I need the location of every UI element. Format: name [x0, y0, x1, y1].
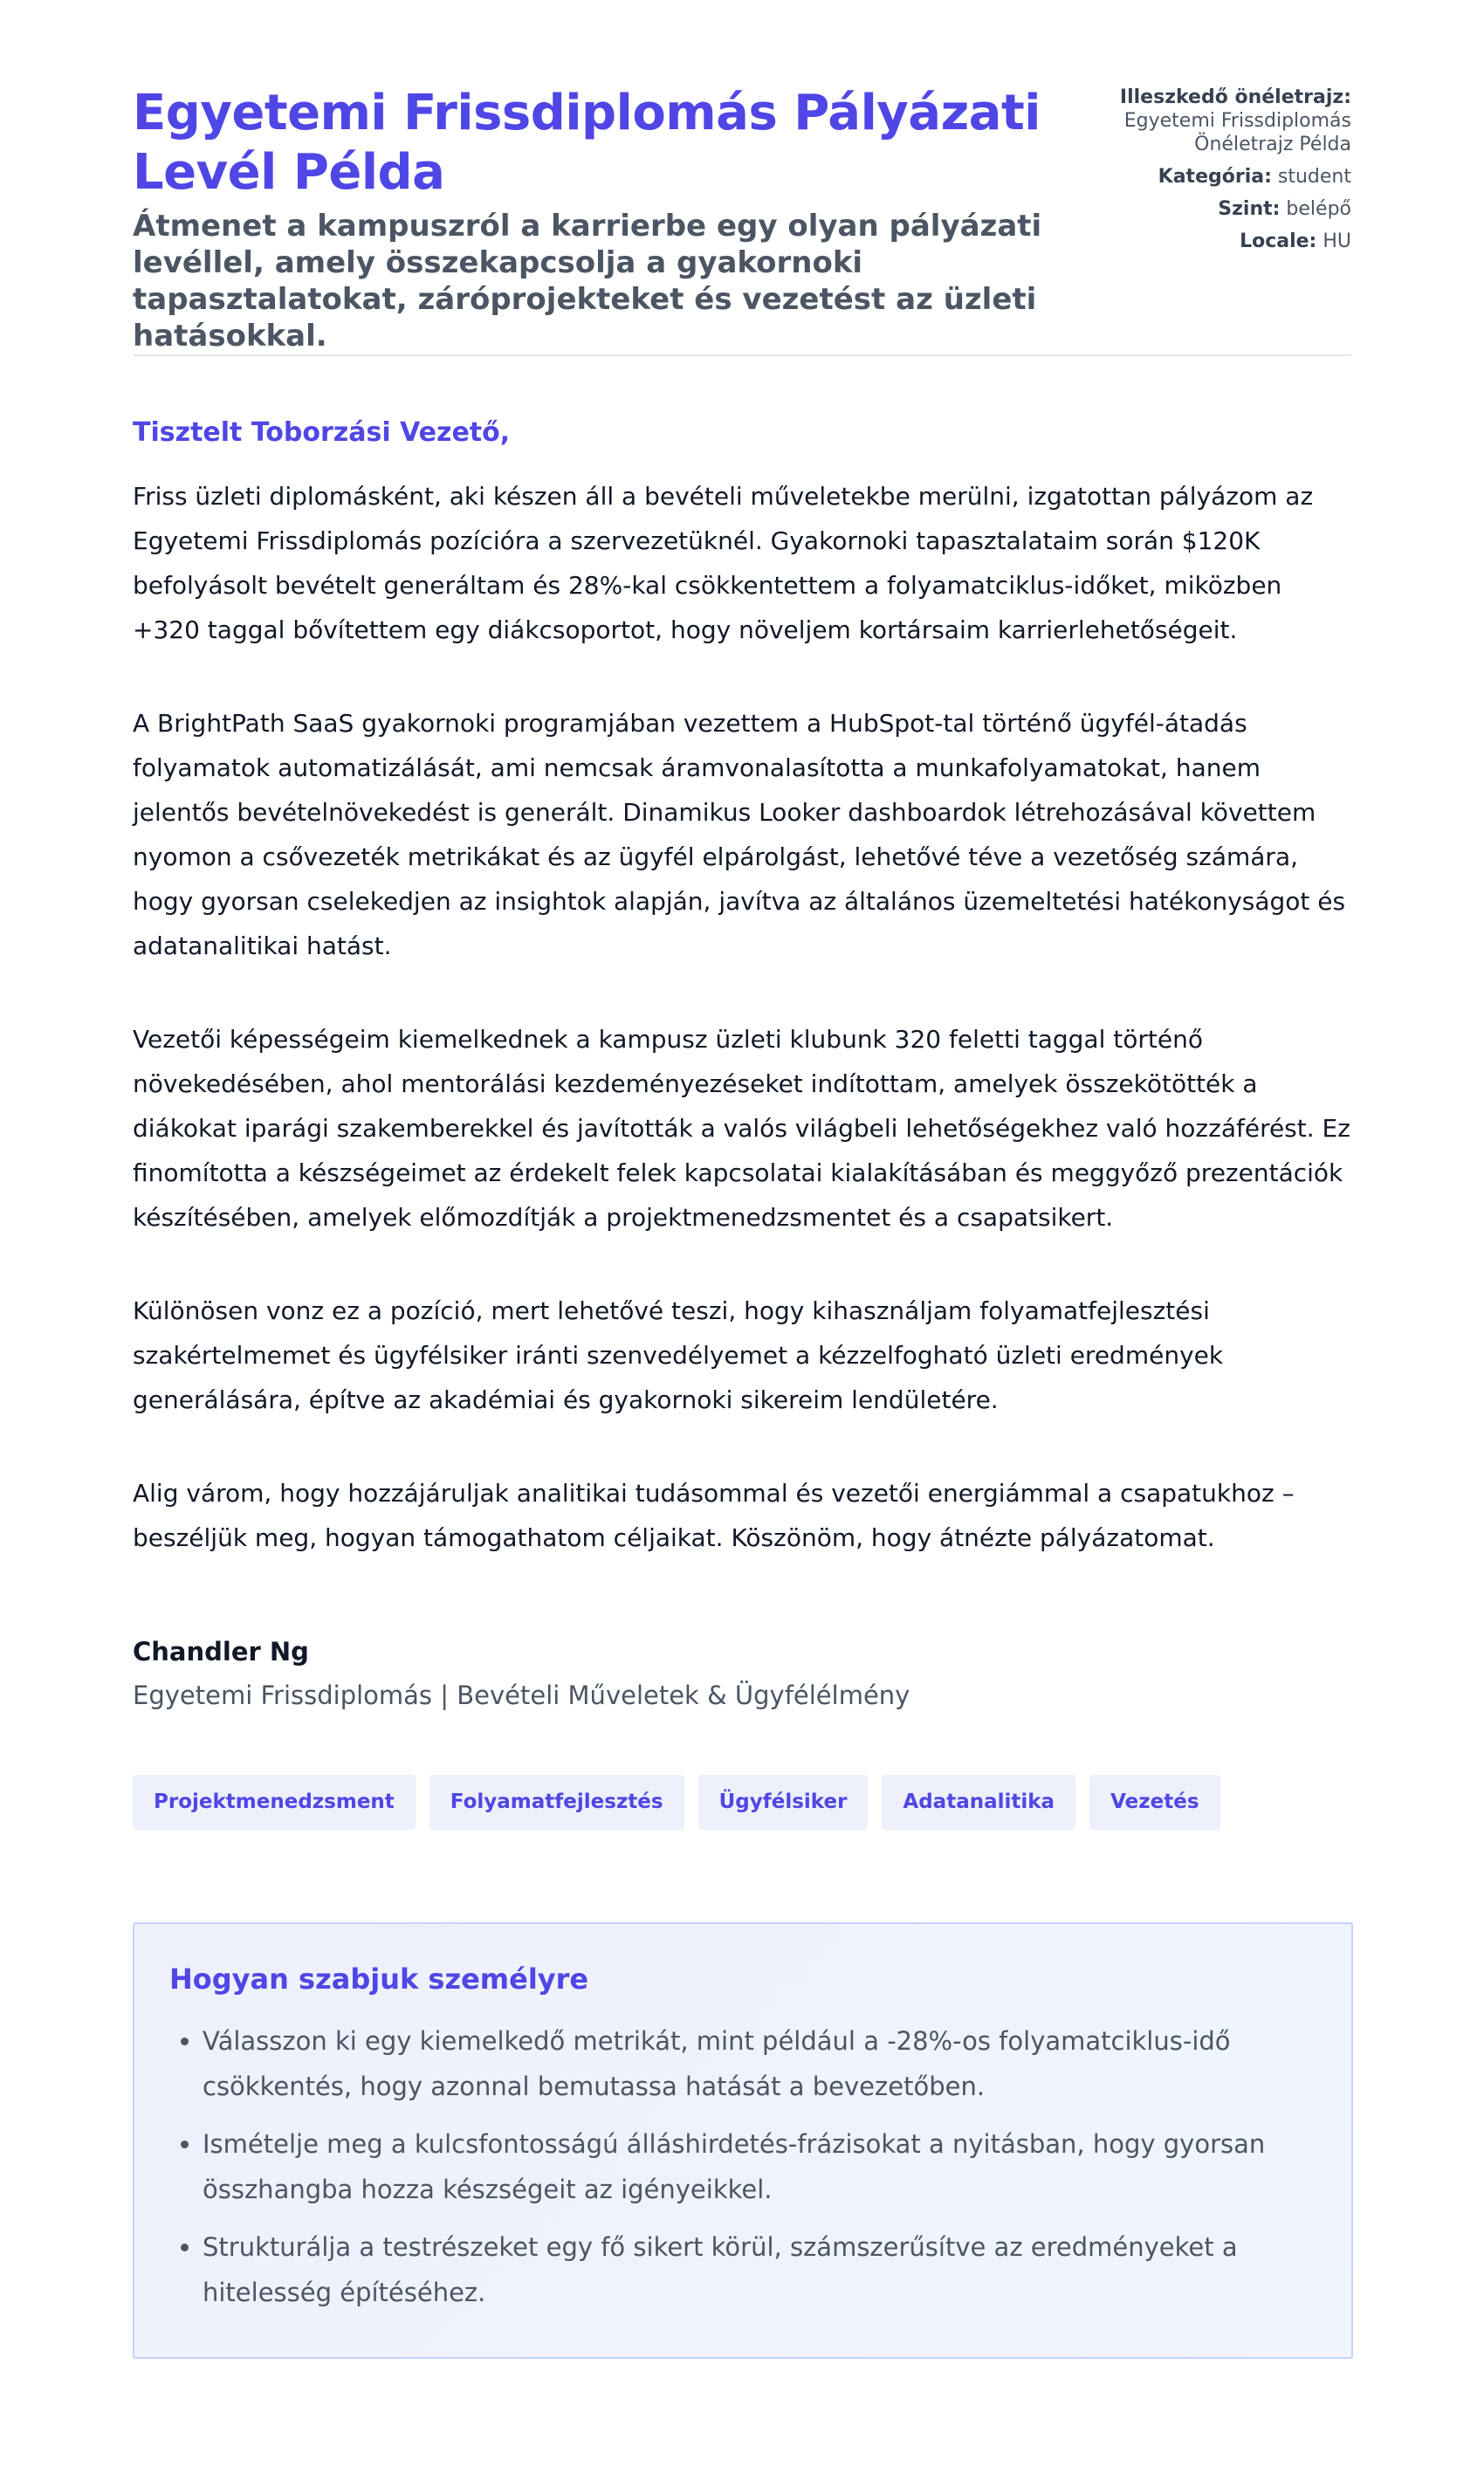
letter-paragraph-3: Vezetői képességeim kiemelkednek a kampusz üzleti klubunk 320 feletti taggal történő növekedésében, ahol mentorálási kezdeményezéseket indítottam, amelyek összekötötték a diákokat iparági szakemberekkel és javították a valós világbeli lehetőségekhez való hozzáférést. Ez finomította a készségeimet az érdekelt felek kapcsolatai kialakításában és meggyőző prezentációk készítésében, amelyek előmozdítják a projektmenedzsmentet és a csapatsikert.: [133, 1025, 1350, 1232]
skill-tags: [133, 1775, 1351, 1830]
skill-tag[interactable]: Folyamatfejlesztés: [429, 1775, 684, 1830]
tip-item: • Válasszon ki egy kiemelkedő metrikát, mint például a -28%-os folyamatciklus-idő csökkentés, hogy azonnal bemutassa hatását a bevezetőben.: [203, 2018, 1316, 2109]
tip-item: • Ismételje meg a kulcsfontosságú álláshirdetés-frázisokat a nyitásban, hogy gyorsan összhangba hozza készségeit az igényeikkel.: [203, 2121, 1316, 2212]
tips-title: Hogyan szabjuk személyre: [169, 1962, 589, 1996]
meta-resume-link[interactable]: Egyetemi Frissdiplomás Önéletrajz Példa: [1123, 110, 1351, 155]
meta-locale: [1089, 230, 1351, 253]
meta-locale-value: HU: [1323, 230, 1351, 252]
signature-block: [133, 1637, 1351, 1710]
meta-category-value: student: [1277, 166, 1351, 188]
letter-paragraph-4: Különösen vonz ez a pozíció, mert lehetővé teszi, hogy kihasználjam folyamatfejlesztési szakértelmemet és ügyfélsiker iránti szenvedélyemet a kézzelfogható üzleti eredmények generálására, építve az akadémiai és gyakornoki sikereim lendületére.: [133, 1296, 1224, 1414]
meta-category: [1089, 165, 1351, 189]
signature-name: Chandler Ng: [133, 1637, 309, 1667]
skill-tag[interactable]: Projektmenedzsment: [133, 1775, 416, 1830]
page-title: Egyetemi Frissdiplomás Pályázati Levél Példa: [133, 85, 1041, 201]
tip-item: • Strukturálja a testrészeket egy fő sikert körül, számszerűsítve az eredményeket a hitelesség építéséhez.: [203, 2224, 1316, 2315]
letter-greeting: Tisztelt Toborzási Vezető,: [133, 417, 511, 448]
tips-list: [169, 2018, 1316, 2315]
signature-role: Egyetemi Frissdiplomás | Bevételi Műveletek & Ügyfélélmény: [133, 1680, 910, 1710]
page-subtitle: Átmenet a kampuszról a karrierbe egy olyan pályázati levéllel, amely összekapcsolja a gyakornoki tapasztalatokat, záróprojekteket és vezetést az üzleti hatásokkal.: [133, 209, 1042, 354]
personalization-tips-box: [133, 1922, 1353, 2359]
meta-level: [1089, 197, 1351, 221]
meta-panel: [1089, 86, 1351, 262]
page-header: [133, 0, 1351, 356]
skill-tag[interactable]: Adatanalitika: [882, 1775, 1075, 1830]
letter-paragraph-5: Alig várom, hogy hozzájáruljak analitikai tudásommal és vezetői energiámmal a csapatukhoz – beszéljük meg, hogyan támogathatom céljaikat. Köszönöm, hogy átnézte pályázatomat.: [133, 1479, 1295, 1552]
meta-level-label: Szint:: [1218, 198, 1281, 220]
letter-paragraph-2: A BrightPath SaaS gyakornoki programjában vezettem a HubSpot-tal történő ügyfél-átadás folyamatok automatizálását, ami nemcsak áramvonalasította a munkafolyamatokat, hanem jelentős bevételnövekedést is generált. Dinamikus Looker dashboardok létrehozásával követtem nyomon a csővezeték metrikákat és az ügyfél elpárolgást, lehetővé téve a vezetőség számára, hogy gyorsan cselekedjen az insightok alapján, javítva az általános üzemeltetési hatékonyságot és adatanalitikai hatást.: [133, 709, 1346, 960]
meta-resume-label: Illeszkedő önéletrajz:: [1119, 86, 1351, 108]
skill-tag[interactable]: Vezetés: [1089, 1775, 1219, 1830]
letter-paragraph-1: Friss üzleti diplomásként, aki készen áll a bevételi műveletekbe merülni, izgatottan pályázom az Egyetemi Frissdiplomás pozícióra a szervezetüknél. Gyakornoki tapasztalataim során $120K befolyásolt bevételt generáltam és 28%-kal csökkentettem a folyamatciklus-időket, miközben +320 taggal bővítettem egy diákcsoportot, hogy növeljem kortársaim karrierlehetőségeit.: [133, 482, 1314, 644]
meta-locale-label: Locale:: [1240, 230, 1317, 252]
meta-resume: [1089, 86, 1351, 156]
meta-level-value: belépő: [1286, 198, 1351, 220]
meta-category-label: Kategória:: [1158, 166, 1272, 188]
skill-tag[interactable]: Ügyfélsiker: [698, 1775, 869, 1830]
